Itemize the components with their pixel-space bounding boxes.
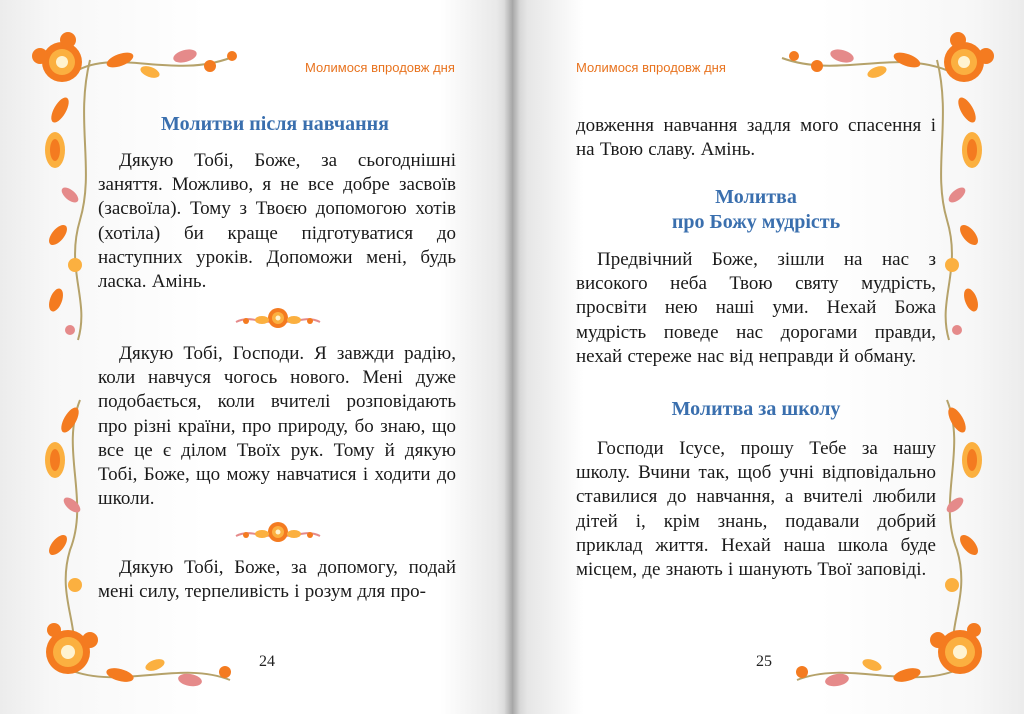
prayer-paragraph: Дякую Тобі, Боже, за сьогоднішні заняття. Можливо, я не все добре засвоїв (засвоїла). Тому з Твоєю допомогою хотів (хотіла) би краще підготуватися до наступних уроків. Допоможи мені, будь ласка. Амінь. [98, 150, 456, 293]
running-header: Молимося впродовж дня [305, 60, 455, 75]
prayer-paragraph: Предвічний Боже, зішли на нас з високого неба Твою святу мудрість, просвіти нею наші уми. Нехай Божа мудрість поведе нас дорогами правди, нехай стереже нас від неправди й обману. [576, 249, 936, 367]
page-number: 25 [756, 653, 772, 670]
book-spine [504, 0, 520, 714]
section-heading: Молитви після навчання [161, 113, 389, 135]
section-heading [576, 185, 936, 235]
prayer-paragraph: Дякую Тобі, Господи. Я завжди радію, коли навчуся чогось нового. Мені дуже подобається, коли вчителі розповідають про різні країни, про природу, бо знаю, що все це є ділом Твоїх рук. Тому й дякую Тобі, Боже, що можу навчатися і ходити до школи. [98, 343, 456, 510]
continued-paragraph: довження навчання задля мого спасення і на Твою славу. Амінь. [576, 115, 936, 161]
right-page [512, 0, 1024, 714]
divider-ornament [232, 304, 324, 332]
prayer-paragraph: Господи Ісусе, прошу Тебе за нашу школу. Вчини так, щоб учні відповідально ставилися до навчання, а вчителі любили дітей і, крім знань, подавали добрий приклад життя. Нехай наша школа буде місцем, де знають і шанують Твої заповіді. [576, 438, 936, 581]
heading-line: про Божу мудрість [671, 211, 841, 233]
heading-line: Молитва [715, 186, 797, 208]
page-number: 24 [259, 653, 275, 670]
running-header: Молимося впродовж дня [576, 60, 726, 75]
prayer-paragraph: Дякую Тобі, Боже, за допомогу, подай мені силу, терпеливість і розум для про- [98, 557, 456, 603]
divider-ornament [232, 518, 324, 546]
section-heading: Молитва за школу [671, 398, 841, 420]
